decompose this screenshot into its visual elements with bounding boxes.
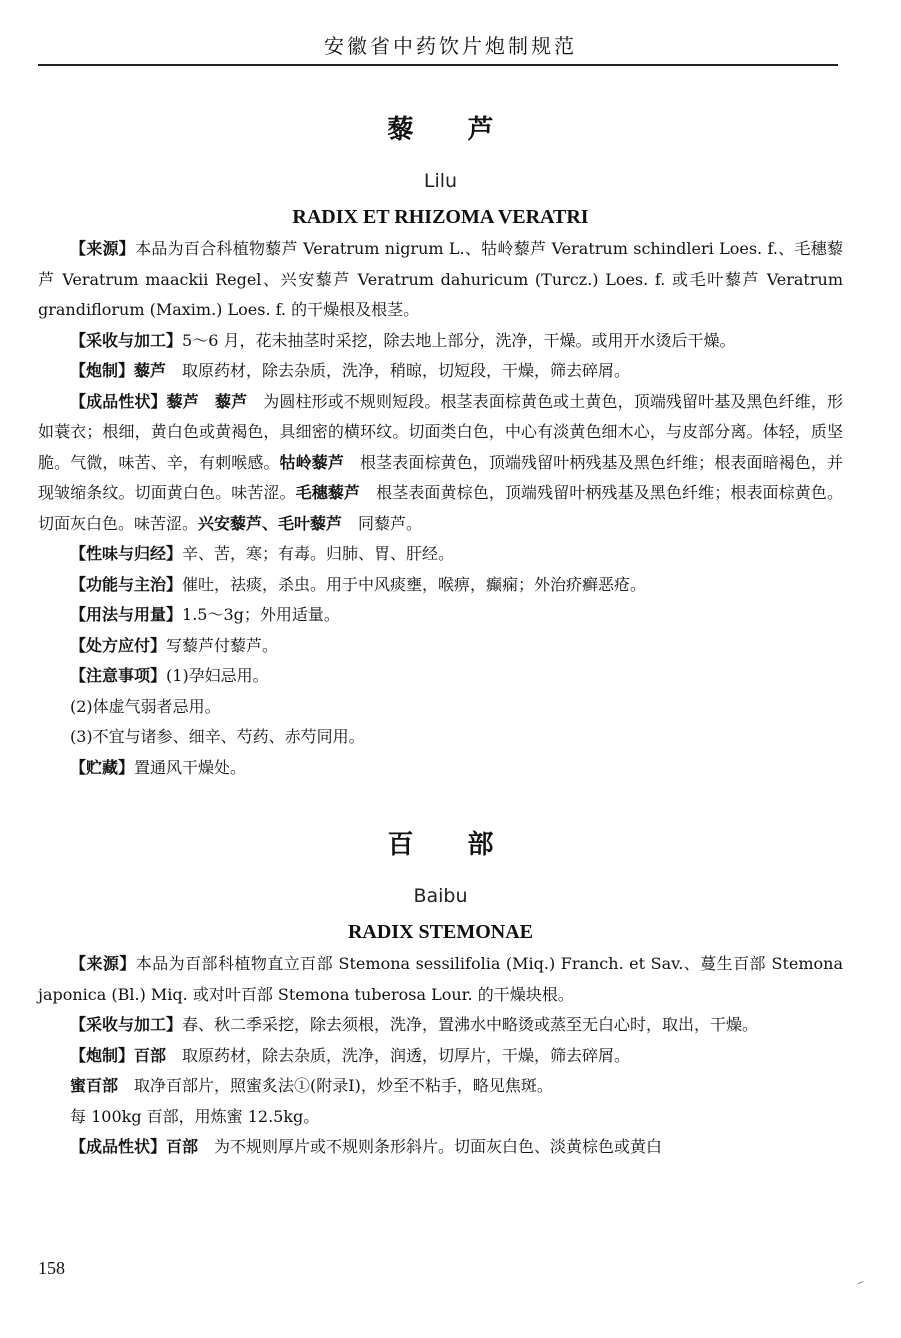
scan-mark xyxy=(857,1281,864,1287)
function-paragraph xyxy=(38,570,843,601)
product-name: 牯岭藜芦 xyxy=(279,452,344,472)
section-label: 【性味与归经】 xyxy=(70,544,183,563)
product-name: 百部 xyxy=(134,1045,167,1065)
section-label: 【处方应付】 xyxy=(70,635,167,655)
section-label: 【成品性状】 xyxy=(70,391,167,411)
product-name: 蜜百部 xyxy=(70,1076,119,1095)
product-name: 百部 xyxy=(166,1137,199,1156)
header-rule xyxy=(38,64,838,66)
section-text: 写藜芦付藜芦。 xyxy=(166,635,279,655)
product-name: 藜芦 xyxy=(214,391,248,411)
section-label: 【成品性状】 xyxy=(70,1137,167,1156)
page-number: 158 xyxy=(38,1258,65,1278)
product-name: 毛穗藜芦 xyxy=(295,483,361,502)
taste-paragraph xyxy=(38,539,843,570)
section-text: 5～6 月，花未抽茎时采挖，除去地上部分，洗净，干燥。或用开水烫后干燥。 xyxy=(182,330,736,350)
entry-lilu xyxy=(38,110,843,783)
section-text: 春、秋二季采挖，除去须根，洗净，置沸水中略烫或蒸至无白心时，取出，干燥。 xyxy=(182,1015,759,1034)
character-paragraph xyxy=(38,1132,843,1163)
source-paragraph xyxy=(38,949,843,1010)
caution-item: (1)孕妇忌用。 xyxy=(166,666,269,685)
section-text: 根茎表面棕黄色，顶端残留叶柄残基及黑色纤维；根表面暗褐色，并现皱缩条纹。切面黄白色。味苦涩。 xyxy=(38,452,843,502)
ratio-paragraph: 每 100kg 百部，用炼蜜 12.5kg。 xyxy=(70,1106,320,1126)
product-name: 藜芦 xyxy=(166,391,199,411)
section-text: 为圆柱形或不规则短段。根茎表面棕黄色或土黄色，顶端残留叶基及黑色纤维，形如蓑衣；根细，黄白色或黄褐色，具细密的横环纹。切面类白色，中心有淡黄色细木心，与皮部分离。体轻，质坚脆。气微，味苦、辛，有刺喉感。 xyxy=(38,391,843,472)
section-label: 【采收与加工】 xyxy=(70,1015,183,1034)
entry-pinyin: Baibu xyxy=(413,885,468,907)
entry-title: 藜芦 xyxy=(387,115,548,145)
section-text: 取净百部片，照蜜炙法①(附录Ⅰ)，炒至不粘手，略见焦斑。 xyxy=(134,1076,553,1095)
caution-item: (2)体虚气弱者忌用。 xyxy=(70,696,221,716)
section-text: 根茎表面黄棕色，顶端残留叶柄残基及黑色纤维；根表面棕黄色。切面灰白色。味苦涩。 xyxy=(38,483,843,533)
source-paragraph xyxy=(38,234,843,326)
processing-paragraph xyxy=(38,356,843,387)
section-label: 【用法与用量】 xyxy=(70,605,183,624)
entry-title: 百部 xyxy=(387,830,548,860)
entry-latin-name: RADIX ET RHIZOMA VERATRI xyxy=(292,206,589,228)
harvest-paragraph xyxy=(38,326,843,357)
product-name: 兴安藜芦、毛叶藜芦 xyxy=(198,513,343,533)
section-label: 【炮制】 xyxy=(70,1045,135,1065)
section-text: 1.5～3g；外用适量。 xyxy=(182,605,340,624)
storage-paragraph xyxy=(38,753,843,784)
harvest-paragraph xyxy=(38,1010,843,1041)
section-text: 置通风干燥处。 xyxy=(134,757,247,777)
section-text: 催吐，祛痰，杀虫。用于中风痰壅，喉痹，癫痫；外治疥癣恶疮。 xyxy=(182,574,647,594)
caution-item: (3)不宜与诸参、细辛、芍药、赤芍同用。 xyxy=(70,727,365,746)
section-label: 【注意事项】 xyxy=(70,666,167,685)
section-label: 【来源】 xyxy=(70,954,136,973)
prescription-paragraph xyxy=(38,631,843,662)
processing-paragraph xyxy=(38,1041,843,1072)
product-name: 藜芦 xyxy=(134,361,167,380)
section-text: 取原药材，除去杂质，洗净，润透，切厚片，干燥，筛去碎屑。 xyxy=(182,1045,631,1065)
honey-processing-paragraph xyxy=(38,1071,843,1102)
character-paragraph xyxy=(38,387,843,540)
entry-latin-name: RADIX STEMONAE xyxy=(347,921,534,943)
page-body xyxy=(38,110,843,1163)
section-text: 为不规则厚片或不规则条形斜片。切面灰白色、淡黄棕色或黄白 xyxy=(214,1137,663,1156)
dosage-paragraph xyxy=(38,600,843,631)
section-text: 同藜芦。 xyxy=(358,513,423,533)
section-label: 【功能与主治】 xyxy=(70,574,183,594)
section-text: 取原药材，除去杂质，洗净，稍晾，切短段，干燥，筛去碎屑。 xyxy=(182,361,631,380)
section-label: 【炮制】 xyxy=(70,361,135,380)
entry-baibu xyxy=(38,825,843,1163)
section-text: 本品为百部科植物直立百部 Stemona sessilifolia (Miq.) Franch. et Sav.、蔓生百部 Stemona japonica (Bl.) Miq. 或对叶百部 Stemona tuberosa Lour. 的干燥块根。 xyxy=(38,954,843,1004)
section-label: 【采收与加工】 xyxy=(70,330,183,350)
section-text: 本品为百合科植物藜芦 Veratrum nigrum L.、牯岭藜芦 Veratrum schindleri Loes. f.、毛穗藜芦 Veratrum maackii Regel、兴安藜芦 Veratrum dahuricum (Turcz.) Loes. f. 或毛叶藜芦 Veratrum grandiflorum (Maxim.) Loes. f. 的干燥根及根茎。 xyxy=(38,239,843,319)
entry-pinyin: Lilu xyxy=(423,170,458,192)
section-text: 辛、苦，寒；有毒。归肺、胃、肝经。 xyxy=(182,544,455,563)
section-label: 【来源】 xyxy=(70,239,136,258)
running-header: 安徽省中药饮片炮制规范 xyxy=(324,34,577,58)
section-label: 【贮藏】 xyxy=(70,757,135,777)
cautions-paragraph xyxy=(38,661,843,692)
